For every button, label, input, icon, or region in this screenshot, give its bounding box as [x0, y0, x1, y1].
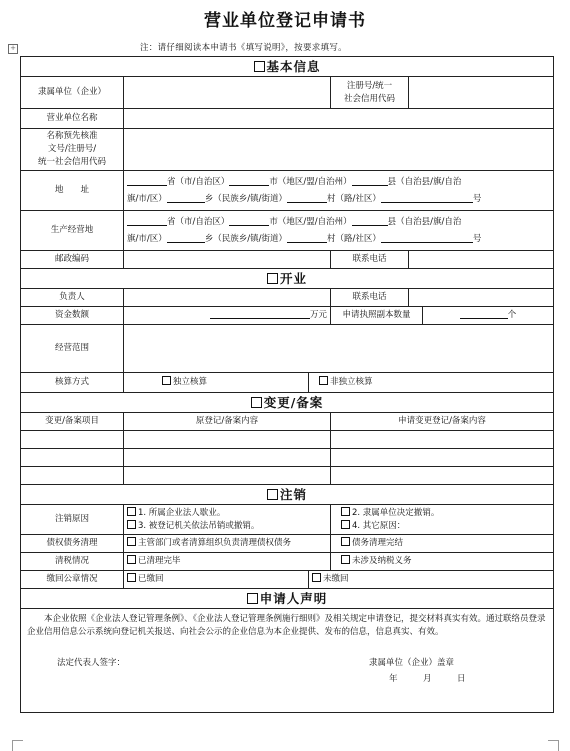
change-row-original[interactable]: [124, 449, 331, 467]
label-license-copies: 申请执照副本数量: [331, 307, 423, 325]
option-independent-accounting[interactable]: 独立核算: [124, 373, 309, 393]
label-parent-unit: 隶属单位（企业）: [21, 77, 124, 109]
change-row-new[interactable]: [331, 467, 554, 485]
cancel-reason-options-left[interactable]: 1. 所属企业法人歇业。 3. 被登记机关依法吊销或撤销。: [124, 505, 331, 535]
label-reg-no: 注册号/统一 社会信用代码: [331, 77, 409, 109]
section-header-opening: 开业: [21, 269, 554, 289]
change-row-new[interactable]: [331, 431, 554, 449]
checkbox-square-icon: [267, 273, 278, 284]
date-day-label: 日: [457, 674, 466, 684]
field-principal[interactable]: [124, 289, 331, 307]
label-change-item: 变更/备案项目: [21, 413, 124, 431]
page-corner-mark: [12, 740, 23, 751]
label-debt-clearing: 债权债务清理: [21, 535, 124, 553]
change-row-original[interactable]: [124, 467, 331, 485]
label-postal-code: 邮政编码: [21, 251, 124, 269]
option-tax-cleared[interactable]: 已清理完毕: [124, 553, 331, 571]
field-parent-unit[interactable]: [124, 77, 331, 109]
field-business-scope[interactable]: [124, 325, 554, 373]
checkbox-icon[interactable]: [127, 520, 136, 529]
declaration-text: 本企业依照《企业法人登记管理条例》、《企业法人登记管理条例施行细则》及相关规定申请登记，提交材料真实有效。通过联络员登录企业信用信息公示系统向登记机关报送、向社会公示的企业信息为本企业提供、发布的信息，信息真实、有效。: [27, 614, 546, 637]
checkbox-square-icon: [247, 593, 258, 604]
checkbox-square-icon: [267, 489, 278, 500]
field-basic-phone[interactable]: [409, 251, 554, 269]
checkbox-icon[interactable]: [127, 537, 136, 546]
page-title: 营业单位登记申请书: [204, 11, 366, 31]
field-opening-phone[interactable]: [409, 289, 554, 307]
option-seal-not-returned[interactable]: 未缴回: [309, 571, 554, 589]
field-license-copies[interactable]: 个: [423, 307, 554, 325]
checkbox-icon[interactable]: [341, 537, 350, 546]
label-seal-return: 缴回公章情况: [21, 571, 124, 589]
section-header-change: 变更/备案: [21, 393, 554, 413]
field-address[interactable]: 省（市/自治区） 市（地区/盟/自治州） 县（自治县/旗/自治 旗/市/区） 乡（民族乡/镇/街道） 村（路/社区） 号: [124, 171, 554, 211]
section-header-declaration: 申请人声明: [21, 589, 554, 609]
label-basic-phone: 联系电话: [331, 251, 409, 269]
field-unit-name[interactable]: [124, 109, 554, 129]
checkbox-icon[interactable]: [312, 573, 321, 582]
checkbox-square-icon: [251, 397, 262, 408]
option-tax-not-involved[interactable]: 未涉及纳税义务: [331, 553, 554, 571]
instruction-note: 注：请仔细阅读本申请书《填写说明》，按要求填写。: [140, 43, 347, 53]
cancel-reason-options-right[interactable]: 2. 隶属单位决定撤销。 4. 其它原因：: [331, 505, 554, 535]
section-header-basic: 基本信息: [21, 57, 554, 77]
field-capital[interactable]: 万元: [124, 307, 331, 325]
checkbox-icon[interactable]: [341, 555, 350, 564]
table-anchor-icon[interactable]: +: [8, 44, 18, 54]
label-cancel-reason: 注销原因: [21, 505, 124, 535]
label-opening-phone: 联系电话: [331, 289, 409, 307]
label-original-content: 原登记/备案内容: [124, 413, 331, 431]
change-row-new[interactable]: [331, 449, 554, 467]
application-form-table: [20, 56, 554, 713]
field-production-address[interactable]: 省（市/自治区） 市（地区/盟/自治州） 县（自治县/旗/自治 旗/市/区） 乡（民族乡/镇/街道） 村（路/社区） 号: [124, 211, 554, 251]
label-tax-clearing: 清税情况: [21, 553, 124, 571]
label-unit-name: 营业单位名称: [21, 109, 124, 129]
label-capital: 资金数额: [21, 307, 124, 325]
checkbox-icon[interactable]: [162, 376, 171, 385]
section-header-cancel: 注销: [21, 485, 554, 505]
page-corner-mark: [548, 740, 559, 751]
label-business-scope: 经营范围: [21, 325, 124, 373]
label-prename-approval: 名称预先核准 文号/注册号/ 统一社会信用代码: [21, 129, 124, 171]
label-production-address: 生产经营地: [21, 211, 124, 251]
parent-unit-seal-label: 隶属单位（企业）盖章: [369, 658, 455, 668]
declaration-block: [21, 609, 554, 713]
legal-rep-signature-label: 法定代表人签字：: [57, 658, 126, 668]
option-non-independent-accounting[interactable]: 非独立核算: [309, 373, 554, 393]
date-month-label: 月: [423, 674, 432, 684]
checkbox-icon[interactable]: [341, 507, 350, 516]
checkbox-icon[interactable]: [341, 520, 350, 529]
change-row-original[interactable]: [124, 431, 331, 449]
option-debt-clearing-org[interactable]: 主管部门或者清算组织负责清理债权债务: [124, 535, 331, 553]
field-postal-code[interactable]: [124, 251, 331, 269]
label-address: 地 址: [21, 171, 124, 211]
change-row-item[interactable]: [21, 431, 124, 449]
label-new-content: 申请变更登记/备案内容: [331, 413, 554, 431]
date-year-label: 年: [389, 674, 398, 684]
field-reg-no[interactable]: [409, 77, 554, 109]
checkbox-icon[interactable]: [127, 507, 136, 516]
change-row-item[interactable]: [21, 449, 124, 467]
label-accounting-method: 核算方式: [21, 373, 124, 393]
field-prename-approval[interactable]: [124, 129, 554, 171]
checkbox-icon[interactable]: [127, 555, 136, 564]
change-row-item[interactable]: [21, 467, 124, 485]
checkbox-icon[interactable]: [319, 376, 328, 385]
option-debt-cleared[interactable]: 债务清理完结: [331, 535, 554, 553]
option-seal-returned[interactable]: 已缴回: [124, 571, 309, 589]
checkbox-square-icon: [254, 61, 265, 72]
checkbox-icon[interactable]: [127, 573, 136, 582]
label-principal: 负责人: [21, 289, 124, 307]
